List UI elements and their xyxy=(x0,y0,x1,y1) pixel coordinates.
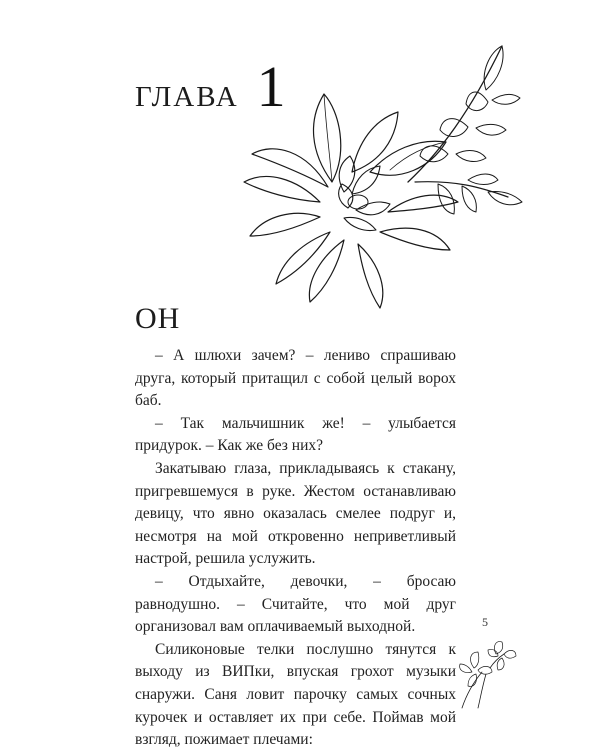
flower-branch-icon xyxy=(240,32,530,312)
page-number: 5 xyxy=(482,615,488,629)
small-flower-icon xyxy=(452,638,522,710)
paragraph: – А шлюхи зачем? – лениво спрашиваю друга, который притащил с собой целый ворох баб. xyxy=(135,347,456,410)
body-text xyxy=(135,345,456,752)
section-title: ОН xyxy=(135,302,181,335)
paragraph: Закатываю глаза, прикладываясь к стакану, пригревшемуся в руке. Жестом останавливаю девицу, что явно оказалась смелее подруг и, несмотря на мой откровенно неприветливый настрой, решила услужить. xyxy=(135,459,456,568)
paragraph: – Так мальчишник же! – улыбается придурок. – Как же без них? xyxy=(135,414,456,455)
paragraph: Силиконовые телки послушно тянутся к выходу из ВИПки, впуская грохот музыки снаружи. Саня ловит парочку самых сочных курочек и оставляет их при себе. Поймав мой взгляд, пожимает плечами: xyxy=(135,640,456,749)
chapter-number: 1 xyxy=(256,54,286,119)
paragraph: – Отдыхайте, девочки, – бросаю равнодушно. – Считайте, что мой друг организовал вам оплачиваемый выходной. xyxy=(135,572,456,636)
chapter-label: ГЛАВА xyxy=(135,81,239,113)
